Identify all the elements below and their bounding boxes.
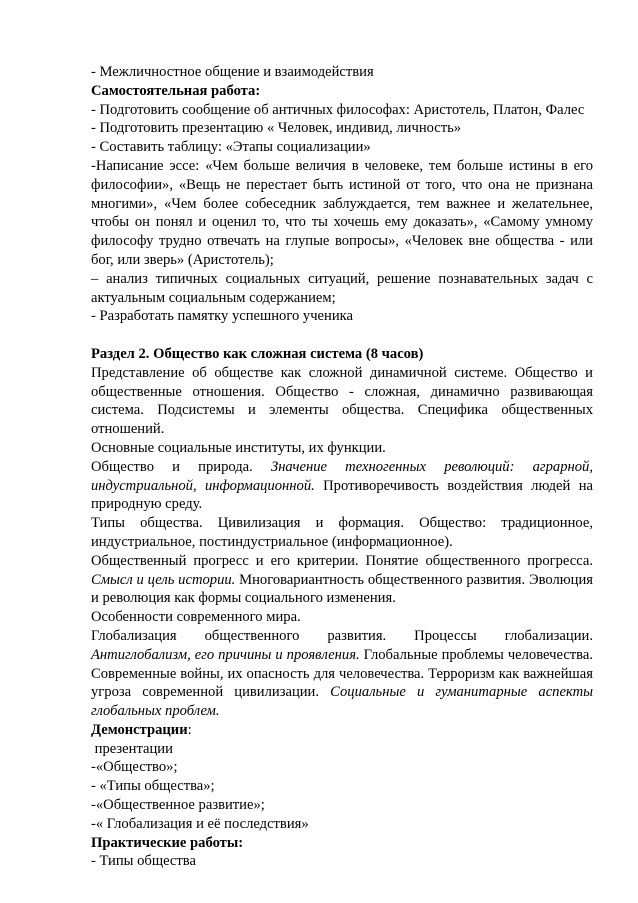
- demo-heading-line: [91, 721, 593, 740]
- self-work-heading: Самостоятельная работа:: [91, 82, 261, 99]
- task-memo: - Разработать памятку успешного ученика: [91, 308, 354, 325]
- task-essay: -Написание эссе: «Чем больше величия в человеке, тем больше истины в его философии», «Вещь не перестает быть истиной от того, что она не признана многими», «Чем более собеседник заблуждается, тем важнее и желательнее, чтобы он понял и оценил то, что ты хочешь ему доказать», «Самому умному философу трудно отвечать на глупые вопросы», «Человек вне общества - или бог, или зверь» (Аристотель);: [91, 157, 593, 268]
- progress-text-italic: Смысл и цель истории.: [91, 571, 236, 588]
- institutions-paragraph: Основные социальные институты, их функции.: [91, 439, 386, 456]
- nature-paragraph: [91, 458, 593, 514]
- nature-text-italic: Значение техногенных революций: аграрной, индустриальной, информационной.: [91, 458, 593, 494]
- section-2-heading: Раздел 2. Общество как сложная система (8 часов): [91, 345, 424, 362]
- paragraph-gap: [91, 326, 593, 345]
- demo-item: -«Общество»;: [91, 759, 178, 776]
- task-presentation: - Подготовить презентацию « Человек, индивид, личность»: [91, 120, 462, 137]
- task-table: - Составить таблицу: «Этапы социализации»: [91, 139, 371, 156]
- demo-item: -« Глобализация и её последствия»: [91, 815, 309, 832]
- types-paragraph: Типы общества. Цивилизация и формация. Общество: традиционное, индустриальное, постиндустриальное (информационное).: [91, 515, 593, 550]
- practice-heading: Практические работы:: [91, 834, 244, 851]
- modern-world-paragraph: Особенности современного мира.: [91, 609, 301, 626]
- nature-text-a: Общество и природа.: [91, 458, 271, 475]
- global-text-italic: Антиглобализм, его причины и проявления.: [91, 646, 360, 663]
- progress-text-a: Общественный прогресс и его критерии. Понятие общественного прогресса.: [91, 552, 593, 569]
- demo-heading: Демонстрации: [91, 721, 188, 738]
- demo-item: -«Общественное развитие»;: [91, 797, 265, 814]
- document-page: [91, 63, 593, 871]
- demo-item: - «Типы общества»;: [91, 778, 215, 795]
- demo-colon: :: [187, 721, 192, 738]
- intro-paragraph: Представление об обществе как сложной динамичной системе. Общество и общественные отношения. Общество - сложная, динамично развивающая система. Подсистемы и элементы общества. Специфика общественных отношений.: [91, 364, 593, 438]
- progress-text-b: Многовариантность общественного развития. Эволюция и революция как формы социального изменения.: [91, 571, 593, 607]
- global-text-a: Глобализация общественного развития. Процессы глобализации.: [91, 627, 593, 644]
- interethnic-line: - Межличностное общение и взаимодействия: [91, 64, 374, 80]
- globalization-paragraph: [91, 627, 593, 721]
- nature-text-b: Противоречивость воздействия людей на природную среду.: [91, 477, 593, 513]
- global-text-b: Глобальные проблемы человечества. Современные войны, их опасность для человечества. Терроризм как важнейшая угроза современной цивилизации.: [91, 646, 593, 701]
- progress-paragraph: [91, 552, 593, 608]
- task-analysis: – анализ типичных социальных ситуаций, решение познавательных задач с актуальным социальным содержанием;: [91, 270, 593, 306]
- demo-item: презентации: [91, 740, 173, 757]
- global-text-italic-2: Социальные и гуманитарные аспекты глобальных проблем.: [91, 684, 593, 720]
- task-philosophers: - Подготовить сообщение об античных философах: Аристотель, Платон, Фалес: [91, 101, 585, 118]
- practice-item: - Типы общества: [91, 853, 196, 870]
